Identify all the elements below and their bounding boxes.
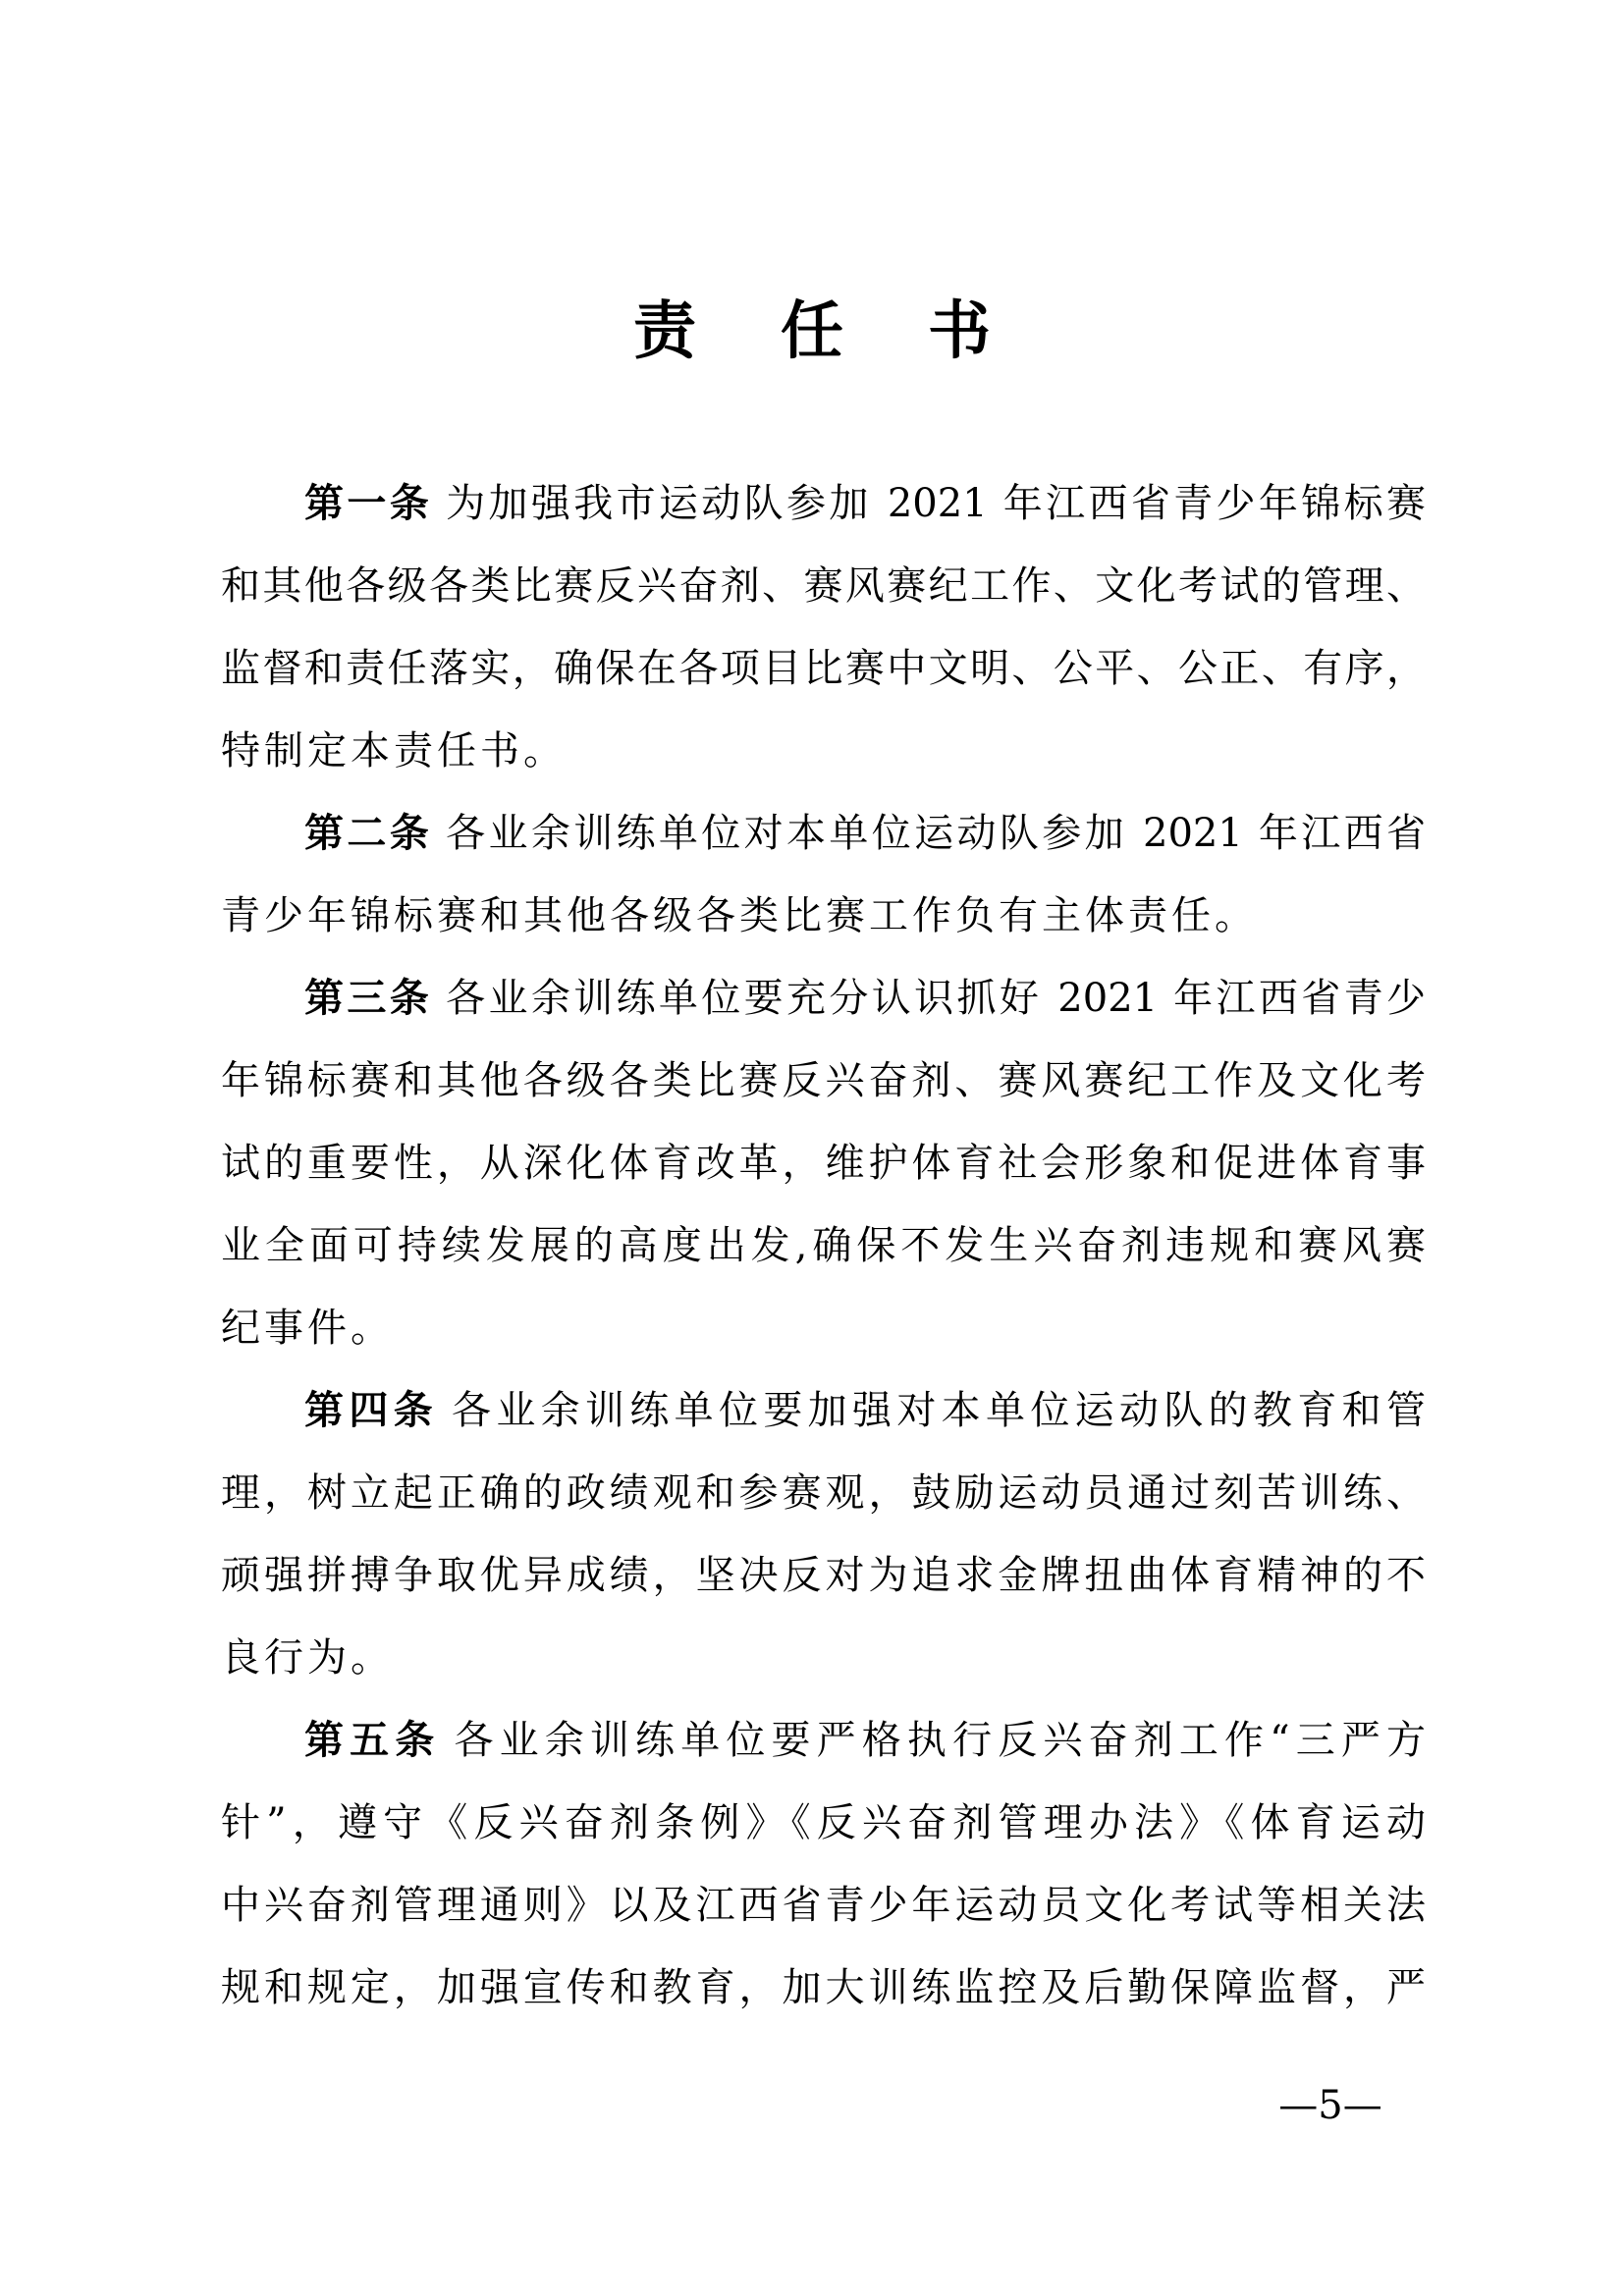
line-text: 各业余训练单位要严格执行反兴奋剂工作“三严方 xyxy=(454,1718,1427,1763)
text-line: 试的重要性，从深化体育改革，维护体育社会形象和促进体育事 xyxy=(221,1141,1426,1186)
article-label: 第三条 xyxy=(304,976,433,1021)
text-line: 针”，遵守《反兴奋剂条例》《反兴奋剂管理办法》《体育运动 xyxy=(221,1800,1426,1845)
text-line xyxy=(304,1699,1426,1782)
article-label: 第一条 xyxy=(304,481,433,526)
text-line xyxy=(304,957,1426,1040)
text-line: 纪事件。 xyxy=(221,1306,394,1351)
text-line: 顽强拼搏争取优异成绩，坚决反对为追求金牌扭曲体育精神的不 xyxy=(221,1553,1426,1598)
article-label: 第四条 xyxy=(304,1388,438,1433)
text-line: 规和规定，加强宣传和教育，加大训练监控及后勤保障监督，严 xyxy=(221,1965,1426,2010)
text-line: 特制定本责任书。 xyxy=(221,728,567,774)
text-line xyxy=(304,792,1426,875)
text-line xyxy=(304,1369,1426,1452)
document-title xyxy=(0,294,1624,369)
title-char: 书 xyxy=(928,294,991,368)
article-label: 第五条 xyxy=(304,1718,441,1763)
article-label: 第二条 xyxy=(304,811,433,856)
line-text: 各业余训练单位对本单位运动队参加 2021 年江西省 xyxy=(446,811,1427,856)
text-line: 业全面可持续发展的高度出发,确保不发生兴奋剂违规和赛风赛 xyxy=(221,1223,1426,1268)
text-line: 年锦标赛和其他各级各类比赛反兴奋剂、赛风赛纪工作及文化考 xyxy=(221,1058,1426,1103)
text-line: 良行为。 xyxy=(221,1635,394,1681)
page-number: —5— xyxy=(1278,2083,1382,2128)
text-line: 监督和责任落实，确保在各项目比赛中文明、公平、公正、有序， xyxy=(221,646,1426,691)
text-line: 中兴奋剂管理通则》以及江西省青少年运动员文化考试等相关法 xyxy=(221,1883,1426,1928)
text-line xyxy=(304,462,1426,545)
text-line: 理，树立起正确的政绩观和参赛观，鼓励运动员通过刻苦训练、 xyxy=(221,1470,1426,1516)
line-text: 各业余训练单位要充分认识抓好 2021 年江西省青少 xyxy=(446,976,1427,1021)
title-char: 任 xyxy=(781,294,843,368)
title-char: 责 xyxy=(633,294,696,368)
line-text: 各业余训练单位要加强对本单位运动队的教育和管 xyxy=(452,1388,1426,1433)
line-text: 为加强我市运动队参加 2021 年江西省青少年锦标赛 xyxy=(446,481,1427,526)
text-line: 青少年锦标赛和其他各级各类比赛工作负有主体责任。 xyxy=(221,893,1258,938)
text-line: 和其他各级各类比赛反兴奋剂、赛风赛纪工作、文化考试的管理、 xyxy=(221,563,1426,609)
